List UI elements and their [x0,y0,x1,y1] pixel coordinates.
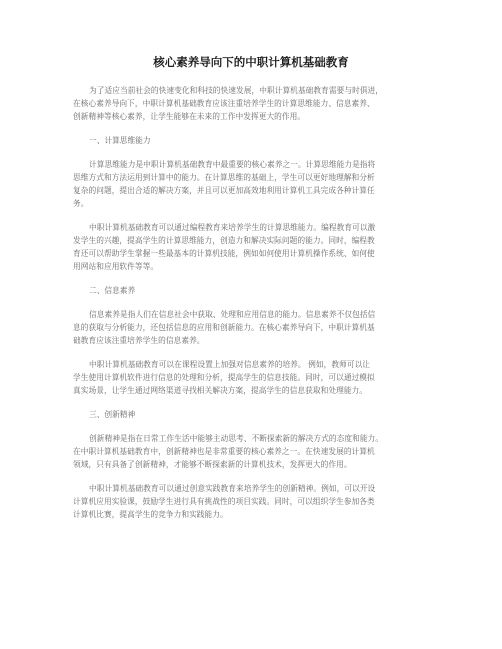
document-title: 核心素养导向下的中职计算机基础教育 [153,55,349,69]
paragraph-3a [73,432,435,471]
text-line: 发学生的兴趣，提高学生的计算思维能力，创造力和解决实际问题的能力。同时，编程教 [73,236,375,245]
text-line: 计算思维能力是中职计算机基础教育中最重要的核心素养之一。计算思维能力是指将 [89,160,376,169]
text-line: 础教育应该注重培养学生的信息素养。 [73,336,205,345]
text-line: 用网站和应用软件等等。 [73,262,159,271]
text-line: 中职计算机基础教育可以通过创意实践教育来培养学生的创新精神。例如，可以开设 [89,484,376,493]
paragraph-2b [73,358,435,397]
text-line: 中职计算机基础教育可以通过编程教育来培养学生的计算思维能力。编程教育可以激 [89,223,376,232]
text-line: 计算机比赛，提高学生的竞争力和实践能力。 [73,510,228,519]
text-line: 学生使用计算机软件进行信息的处理和分析，提高学生的信息技能。同时，可以通过模拟 [73,373,375,382]
text-line: 真实场景，让学生通过网络渠道寻找相关解决方案，提高学生的信息获取和处理能力。 [73,386,368,395]
text-line: 领域，只有具备了创新精神，才能够不断探索新的计算机技术，发挥更大的作用。 [73,460,352,469]
text-line: 信息素养是指人们在信息社会中获取、处理和应用信息的能力。信息素养不仅包括信 [89,310,376,319]
section-heading-3: 三、创新精神 [89,410,136,419]
text-line: 中职计算机基础教育可以在课程设置上加强对信息素养的培养。 例如，教师可以让 [89,360,371,369]
text-line: 为了适应当前社会的快速变化和科技的快速发展，中职计算机基础教育需要与时俱进， [89,86,384,95]
intro-paragraph [73,84,435,123]
section-heading-2: 二、信息素养 [89,286,136,295]
text-line: 在核心素养导向下，中职计算机基础教育应该注重培养学生的计算思维能力、信息素养、 [73,99,375,108]
text-line: 思维方式和方法运用到计算中的能力。在计算思维的基础上，学生可以更好地理解和分析 [73,173,375,182]
text-line: 计算机应用实验课，鼓励学生进行具有挑战性的项目实践。同时，可以组织学生参加各类 [73,497,375,506]
text-line: 创新精神是指在日常工作生活中能够主动思考、不断探索新的解决方式的态度和能力。 [89,434,384,443]
paragraph-3b [73,482,435,521]
paragraph-2a [73,308,435,347]
text-line: 复杂的问题，提出合适的解决方案，并且可以更加高效地利用计算机工具完成各种计算任 [73,186,375,195]
text-line: 育还可以帮助学生掌握一些最基本的计算机技能，例如如何使用计算机操作系统、如何使 [73,249,375,258]
text-line: 息的获取与分析能力，还包括信息的应用和创新能力。在核心素养导向下，中职计算机基 [73,323,375,332]
text-line: 务。 [73,199,89,208]
text-line: 创新精神等核心素养，让学生能够在未来的工作中发挥更大的作用。 [73,112,306,121]
section-heading-1: 一、计算思维能力 [89,136,151,145]
paragraph-1a [73,158,435,210]
document-body [73,84,435,521]
paragraph-1b [73,221,435,273]
text-line: 在中职计算机基础教育中，创新精神也是非常重要的核心素养之一。在快速发展的计算机 [73,447,375,456]
